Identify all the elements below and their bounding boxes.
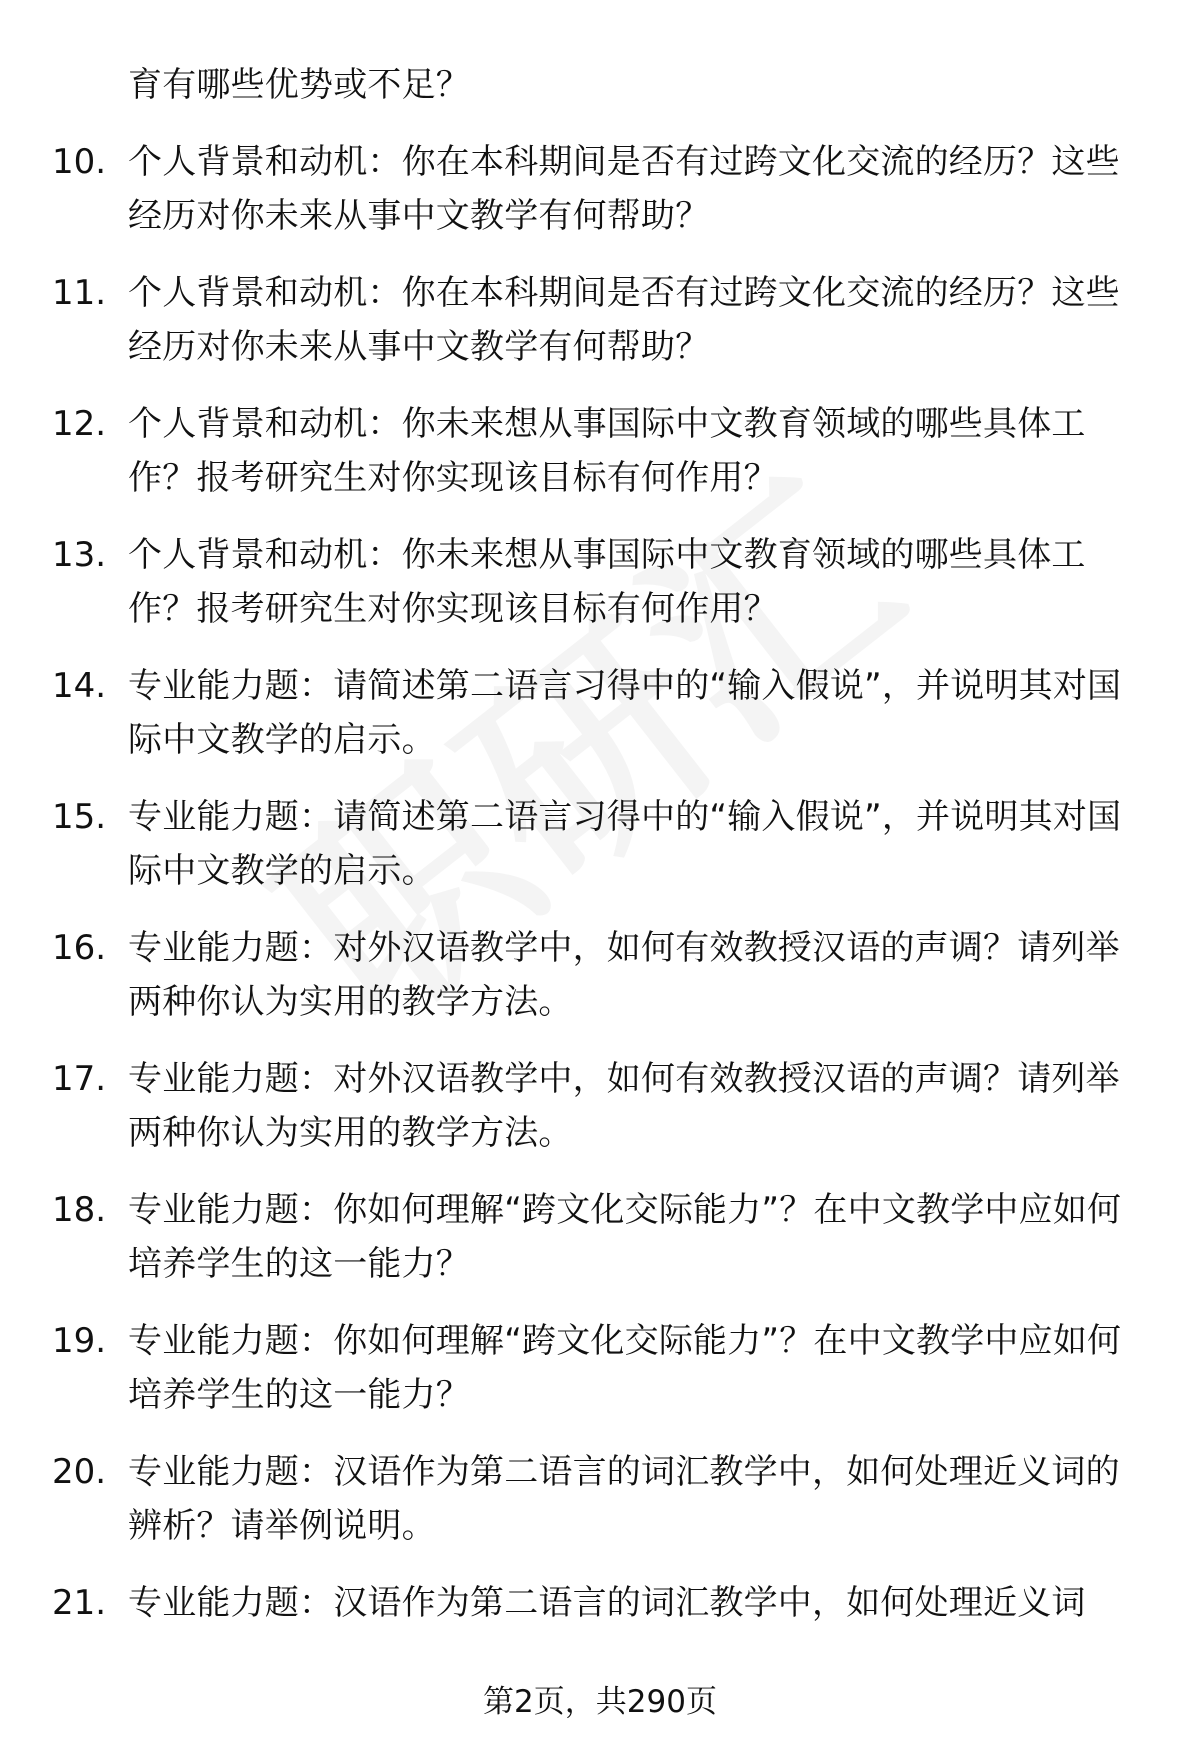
question-item (0, 1183, 1200, 1291)
question-item (0, 528, 1200, 636)
question-text: 专业能力题：你如何理解“跨文化交际能力”？在中文教学中应如何培养学生的这一能力？ (128, 1321, 1122, 1415)
question-number: 16. (52, 928, 107, 968)
question-number: 21. (52, 1583, 107, 1623)
question-item (0, 58, 1200, 112)
question-text: 个人背景和动机：你在本科期间是否有过跨文化交流的经历？这些经历对你未来从事中文教学有何帮助？ (128, 273, 1120, 367)
question-item (0, 135, 1200, 243)
question-number: 10. (52, 142, 107, 182)
question-text: 专业能力题：汉语作为第二语言的词汇教学中，如何处理近义词的辨析？请举例说明。 (128, 1452, 1120, 1546)
question-number: 19. (52, 1321, 107, 1361)
question-item (0, 1576, 1200, 1630)
question-number: 11. (52, 273, 107, 313)
question-number: 14. (52, 666, 107, 706)
question-text: 个人背景和动机：你在本科期间是否有过跨文化交流的经历？这些经历对你未来从事中文教学有何帮助？ (128, 142, 1120, 236)
question-text: 专业能力题：汉语作为第二语言的词汇教学中，如何处理近义词 (128, 1583, 1086, 1623)
question-item (0, 921, 1200, 1029)
question-item (0, 266, 1200, 374)
question-number: 15. (52, 797, 107, 837)
question-text: 个人背景和动机：你未来想从事国际中文教育领域的哪些具体工作？报考研究生对你实现该目标有何作用？ (128, 535, 1086, 629)
question-number: 20. (52, 1452, 107, 1492)
question-text: 育有哪些优势或不足？ (128, 65, 470, 105)
question-text: 专业能力题：请简述第二语言习得中的“输入假说”，并说明其对国际中文教学的启示。 (128, 797, 1122, 891)
question-number: 18. (52, 1190, 107, 1230)
question-text: 专业能力题：你如何理解“跨文化交际能力”？在中文教学中应如何培养学生的这一能力？ (128, 1190, 1122, 1284)
question-item (0, 1314, 1200, 1422)
question-text: 个人背景和动机：你未来想从事国际中文教育领域的哪些具体工作？报考研究生对你实现该目标有何作用？ (128, 404, 1086, 498)
question-number: 13. (52, 535, 107, 575)
question-text: 专业能力题：请简述第二语言习得中的“输入假说”，并说明其对国际中文教学的启示。 (128, 666, 1122, 760)
question-item (0, 1445, 1200, 1553)
question-number: 17. (52, 1059, 107, 1099)
question-number: 12. (52, 404, 107, 444)
question-item (0, 1052, 1200, 1160)
question-text: 专业能力题：对外汉语教学中，如何有效教授汉语的声调？请列举两种你认为实用的教学方法。 (128, 928, 1120, 1022)
question-item (0, 397, 1200, 505)
page-footer: 第2页，共290页 (483, 1684, 717, 1720)
question-item (0, 659, 1200, 767)
question-item (0, 790, 1200, 898)
question-text: 专业能力题：对外汉语教学中，如何有效教授汉语的声调？请列举两种你认为实用的教学方法。 (128, 1059, 1120, 1153)
question-list (0, 58, 1200, 1630)
